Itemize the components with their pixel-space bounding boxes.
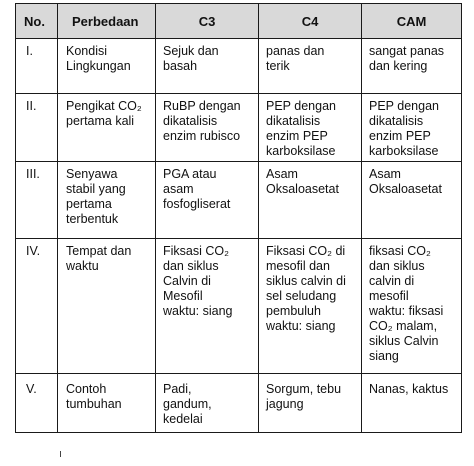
header-perbedaan: Perbedaan — [58, 4, 156, 39]
row-number: II. — [26, 99, 37, 113]
c4-cell — [259, 162, 362, 239]
perbedaan-text: Contoh tumbuhan — [66, 382, 122, 411]
perbedaan-text: Kondisi Lingkungan — [66, 44, 131, 73]
c3-cell — [156, 374, 259, 433]
c4-cell — [259, 374, 362, 433]
table-row — [16, 374, 462, 433]
cam-cell — [362, 39, 462, 94]
perbedaan-cell — [58, 374, 156, 433]
cam-cell — [362, 374, 462, 433]
text-cursor-mark — [60, 451, 61, 457]
cam-cell — [362, 94, 462, 162]
c3-cell — [156, 94, 259, 162]
cam-text: Asam Oksaloasetat — [369, 167, 442, 196]
perbedaan-text: Senyawa stabil yang pertama terbentuk — [66, 167, 126, 226]
row-number-cell — [16, 374, 58, 433]
header-c3: C3 — [156, 4, 259, 39]
c3-cell — [156, 39, 259, 94]
perbedaan-cell — [58, 162, 156, 239]
c4-text: Sorgum, tebu jagung — [266, 382, 342, 411]
c3-cell — [156, 239, 259, 374]
perbedaan-cell — [58, 94, 156, 162]
c3-text: Sejuk dan basah — [163, 44, 219, 73]
perbedaan-cell — [58, 39, 156, 94]
row-number-cell — [16, 39, 58, 94]
table-row — [16, 94, 462, 162]
row-number-cell — [16, 162, 58, 239]
c4-text: PEP dengan dikatalisis enzim PEP karboksilase — [266, 99, 336, 158]
header-c4: C4 — [259, 4, 362, 39]
cam-cell — [362, 239, 462, 374]
c3-cell — [156, 162, 259, 239]
comparison-table — [15, 3, 462, 433]
table-row — [16, 39, 462, 94]
row-number: V. — [26, 382, 37, 396]
c3-text: Fiksasi CO₂ dan siklus Calvin di Mesofil waktu: siang — [163, 244, 233, 318]
c4-cell — [259, 239, 362, 374]
header-no: No. — [16, 4, 58, 39]
perbedaan-text: Tempat dan waktu — [66, 244, 132, 273]
c4-cell — [259, 39, 362, 94]
c4-text: Asam Oksaloasetat — [266, 167, 339, 196]
row-number: I. — [26, 44, 33, 58]
c3-text: Padi, gandum, kedelai — [163, 382, 212, 426]
table-row — [16, 162, 462, 239]
cam-text: fiksasi CO₂ dan siklus calvin di mesofil waktu: fiksasi CO₂ malam, siklus Calvin siang — [369, 244, 444, 363]
comparison-document — [15, 3, 462, 433]
cam-text: Nanas, kaktus — [369, 382, 449, 396]
c4-text: panas dan terik — [266, 44, 325, 73]
c3-text: PGA atau asam fosfogliserat — [163, 167, 231, 211]
c3-text: RuBP dengan dikatalisis enzim rubisco — [163, 99, 241, 143]
row-number-cell — [16, 239, 58, 374]
header-cam: CAM — [362, 4, 462, 39]
perbedaan-cell — [58, 239, 156, 374]
c4-text: Fiksasi CO₂ di mesofil dan siklus calvin di sel seludang pembuluh waktu: siang — [266, 244, 346, 333]
table-row — [16, 239, 462, 374]
row-number-cell — [16, 94, 58, 162]
cam-cell — [362, 162, 462, 239]
cam-text: sangat panas dan kering — [369, 44, 445, 73]
perbedaan-text: Pengikat CO₂ pertama kali — [66, 99, 142, 128]
table-header-row — [16, 4, 462, 39]
cam-text: PEP dengan dikatalisis enzim PEP karboksilase — [369, 99, 439, 158]
row-number: III. — [26, 167, 40, 181]
c4-cell — [259, 94, 362, 162]
row-number: IV. — [26, 244, 41, 258]
